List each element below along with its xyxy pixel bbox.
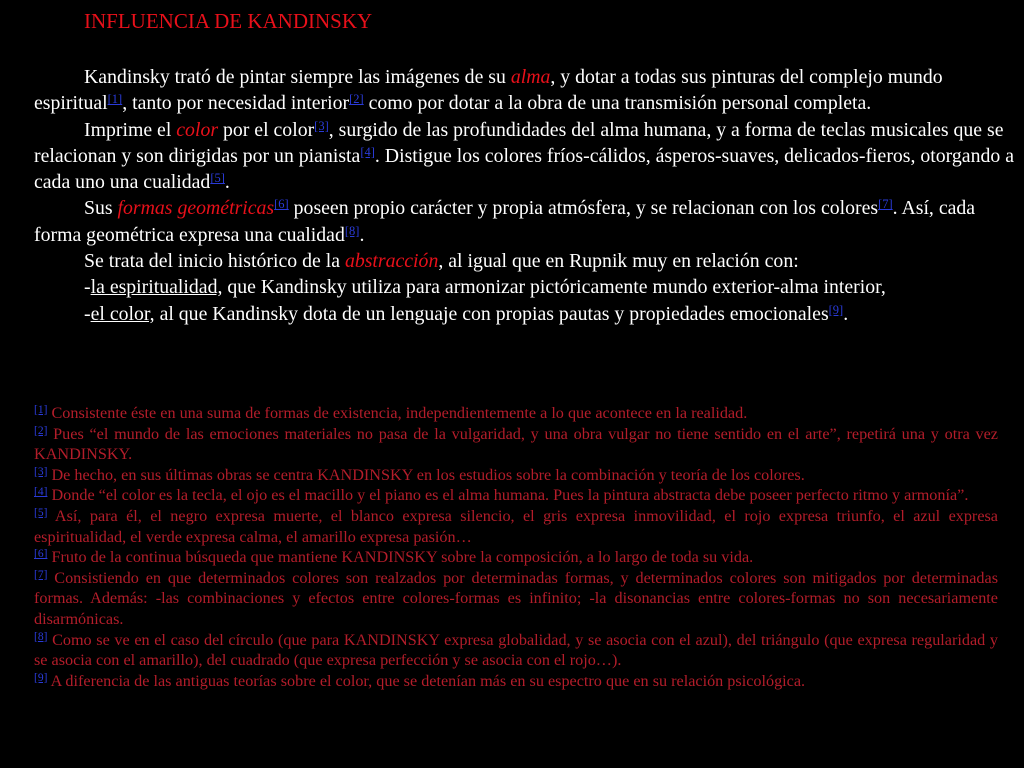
paragraph-3: Sus formas geométricas[6] poseen propio carácter y propia atmósfera, y se relacionan con los colores[7]. Así, cada forma geométrica expresa una cualidad[8]. (34, 197, 976, 246)
footnote-1 (34, 403, 998, 424)
footnote-4 (34, 485, 998, 506)
body-text (34, 64, 1019, 327)
footnote-8 (34, 630, 998, 671)
paragraph-1: Kandinsky trató de pintar siempre las imágenes de su alma, y dotar a todas sus pinturas del complejo mundo espiritual[1], tanto por necesidad interior[2] como por dotar a la obra de una transmisión personal completa. (34, 66, 943, 115)
underlined-color: el color, (90, 302, 155, 325)
footnote-anchor[interactable]: [5] (34, 506, 48, 519)
footnote-text: Donde “el color es la tecla, el ojo es el macillo y el piano es el alma humana. Pues la pintura abstracta debe poseer perfecto ritmo y armonía”. (47, 486, 969, 505)
footnote-anchor[interactable]: [4] (34, 486, 48, 499)
footnote-anchor[interactable]: [6] (34, 548, 48, 561)
footnote-ref-9[interactable]: [9] (828, 302, 844, 317)
footnotes (34, 403, 998, 691)
keyword-color: color (176, 118, 219, 141)
footnote-2 (34, 424, 998, 465)
list-item-espiritualidad: -la espiritualidad, que Kandinsky utiliza para armonizar pictóricamente mundo exterior-alma interior, (84, 276, 886, 299)
footnote-ref-6[interactable]: [6] (274, 197, 289, 212)
footnote-text: Como se ve en el caso del círculo (que para KANDINSKY expresa globalidad, y se asocia con el azul), del triángulo (que expresa regularidad y se asocia con el amarillo), del cuadrado (que expresa perfección y se asocia con el rojo…). (34, 630, 998, 670)
footnote-ref-2[interactable]: [2] (349, 92, 364, 107)
footnote-ref-1[interactable]: [1] (107, 92, 123, 107)
footnote-text: De hecho, en sus últimas obras se centra KANDINSKY en los estudios sobre la combinación y teoría de los colores. (47, 465, 805, 484)
footnote-ref-7[interactable]: [7] (878, 197, 893, 212)
footnote-text: A diferencia de las antiguas teorías sobre el color, que se detenían más en su espectro que en su relación psicológica. (47, 671, 806, 690)
footnote-anchor[interactable]: [8] (34, 630, 48, 643)
slide-title: INFLUENCIA DE KANDINSKY (84, 9, 373, 33)
footnote-ref-8[interactable]: [8] (344, 223, 360, 238)
footnote-ref-5[interactable]: [5] (210, 171, 225, 186)
footnote-7 (34, 568, 998, 630)
footnote-anchor[interactable]: [2] (34, 424, 48, 437)
keyword-abstraccion: abstracción (344, 250, 439, 273)
footnote-3 (34, 465, 998, 486)
footnote-text: Pues “el mundo de las emociones materiales no pasa de la vulgaridad, y una obra vulgar no tiene sentido en el arte”, repetirá una y otra vez KANDINSKY. (34, 424, 998, 464)
footnote-5 (34, 506, 998, 547)
footnote-text: Consistente éste en una suma de formas de existencia, independientemente a lo que acontece en la realidad. (47, 404, 748, 422)
footnote-text: Consistiendo en que determinados colores son realzados por determinadas formas, y determinados colores son mitigados por determinadas formas. Además: -las combinaciones y efectos entre colores-formas es infinito; -la disonancias entre colores-formas no son necesariamente disarmónicas. (34, 568, 998, 628)
footnote-text: Fruto de la continua búsqueda que mantiene KANDINSKY sobre la composición, a lo largo de toda su vida. (47, 548, 754, 567)
keyword-formas-geometricas: formas geométricas (117, 197, 275, 220)
footnote-anchor[interactable]: [3] (34, 465, 48, 478)
footnote-6 (34, 547, 998, 568)
footnote-text: Así, para él, el negro expresa muerte, el blanco expresa silencio, el gris expresa inmovilidad, el rojo expresa triunfo, el azul expresa espiritualidad, el verde expresa calma, el amarillo expresa pasión… (34, 506, 998, 546)
footnote-anchor[interactable]: [7] (34, 568, 48, 581)
footnote-anchor[interactable]: [9] (34, 671, 48, 684)
list-item-color: -el color, al que Kandinsky dota de un lenguaje con propias pautas y propiedades emocionales[9]. (84, 302, 849, 325)
footnote-ref-4[interactable]: [4] (360, 144, 375, 159)
underlined-espiritualidad: la espiritualidad, (90, 276, 223, 299)
paragraph-2: Imprime el color por el color[3], surgido de las profundidades del alma humana, y a forma de teclas musicales que se relacionan y son dirigidas por un pianista[4]. Distigue los colores fríos-cálidos, ásperos-suaves, delicados-fieros, otorgando a cada uno una cualidad[5]. (34, 118, 1014, 194)
paragraph-4: Se trata del inicio histórico de la abstracción, al igual que en Rupnik muy en relación con: (84, 250, 799, 273)
keyword-alma: alma (510, 66, 551, 88)
footnote-ref-3[interactable]: [3] (314, 118, 329, 133)
footnote-9 (34, 671, 998, 692)
footnote-anchor[interactable]: [1] (34, 404, 48, 416)
